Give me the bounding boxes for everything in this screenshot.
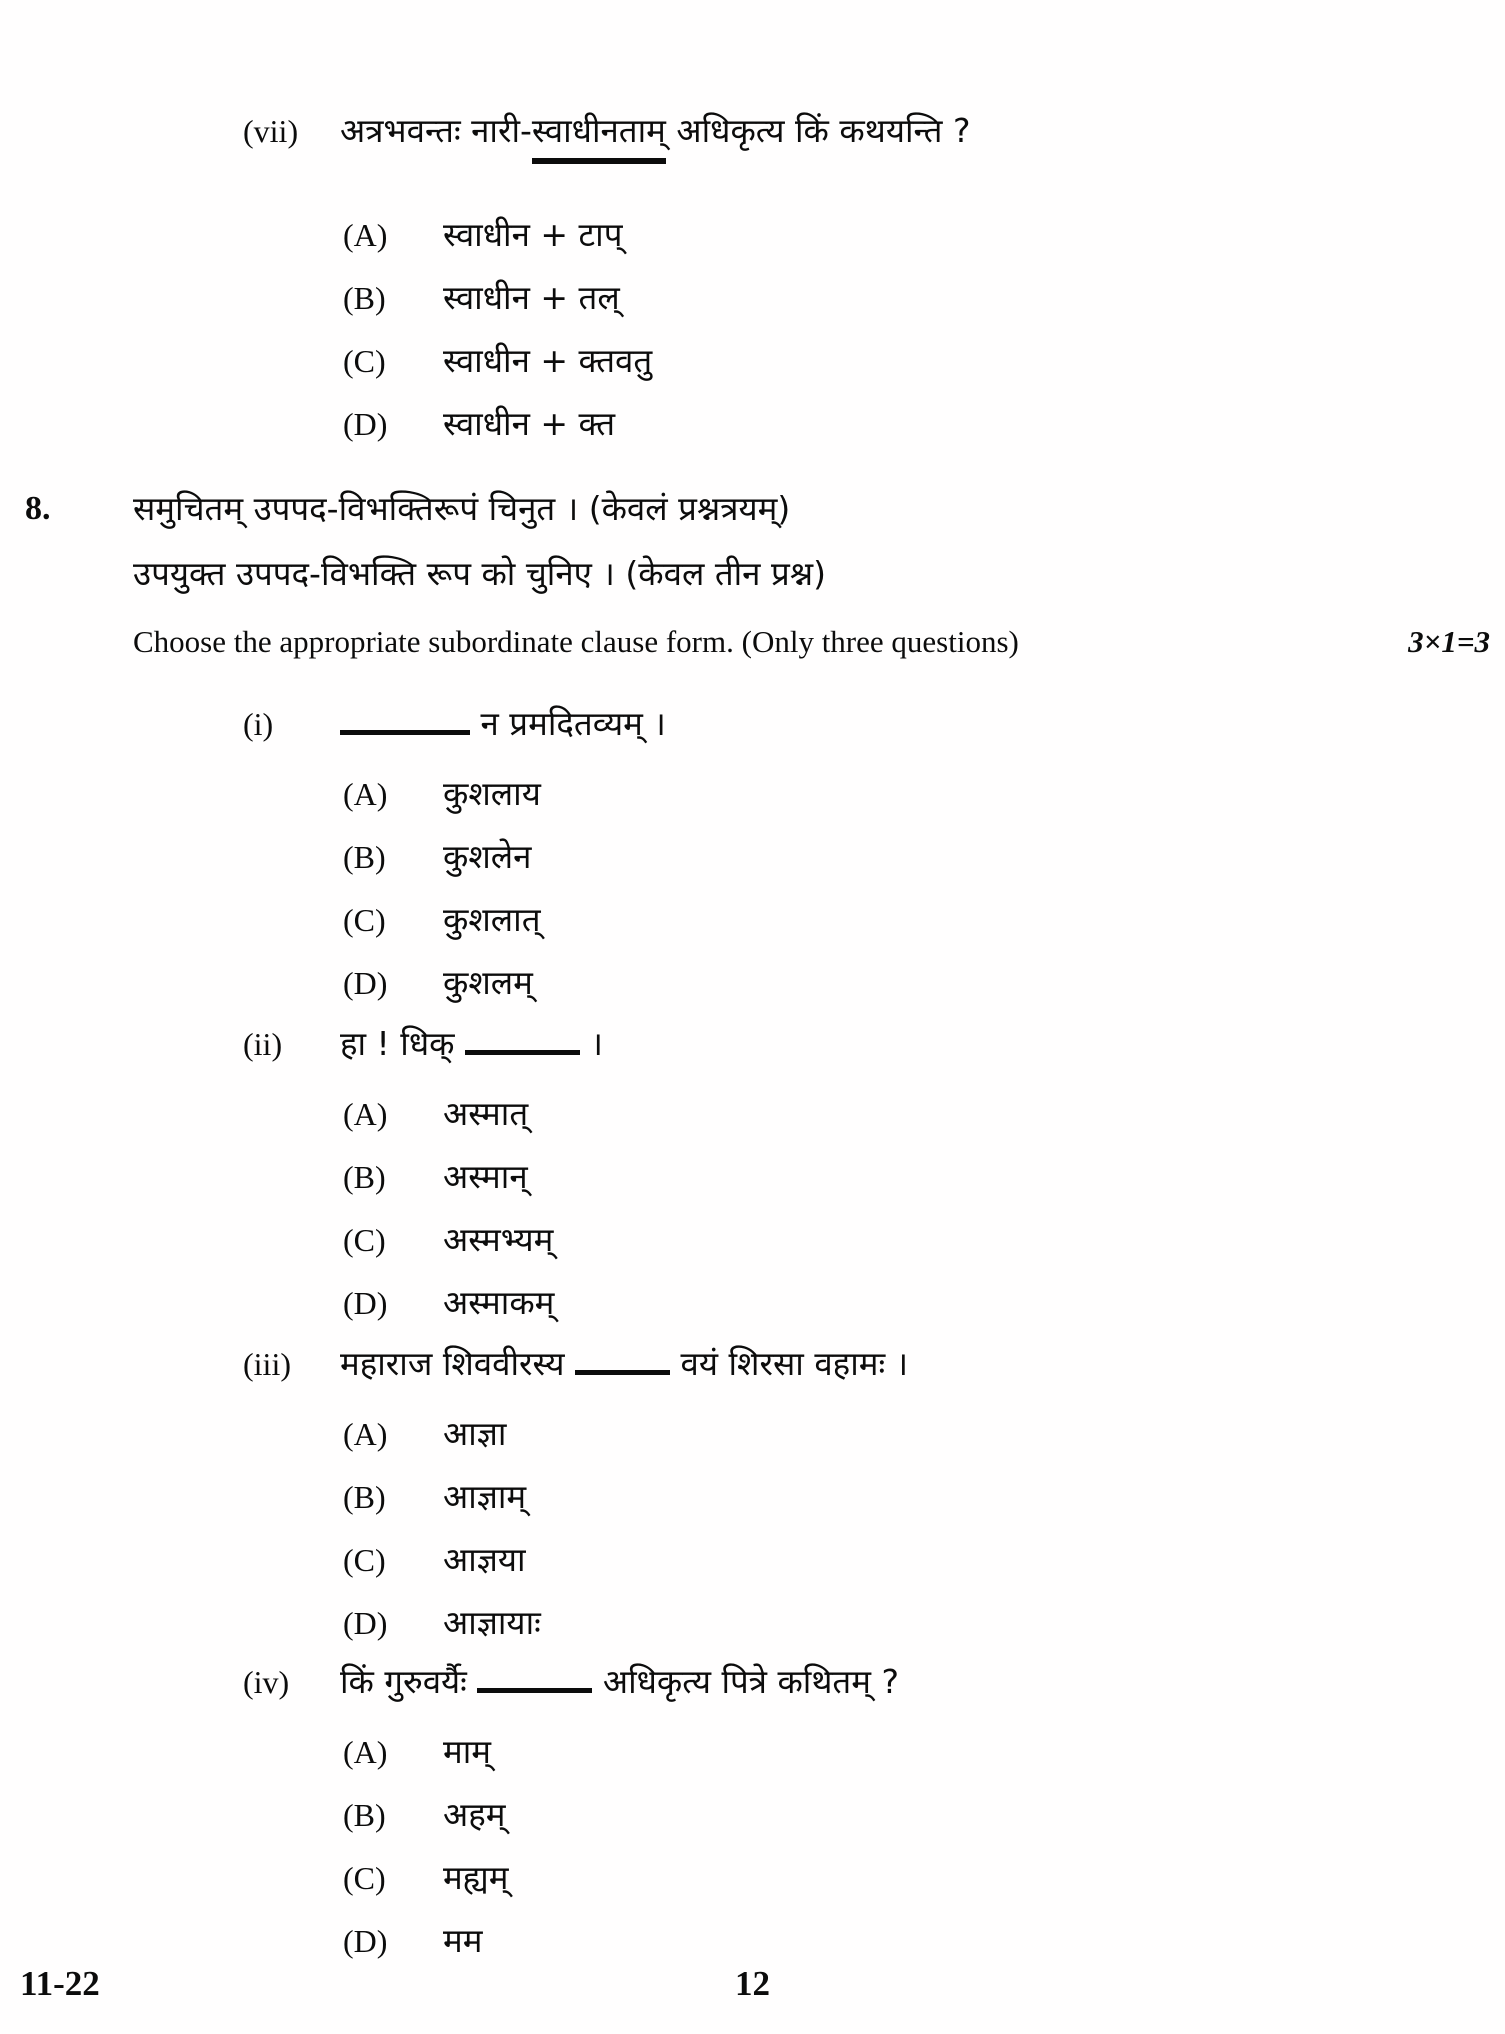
subquestion-iii [0,1340,1505,1647]
subquestion-iii-options [0,1410,1505,1647]
subquestion-iii-label: (iii) [243,1346,291,1382]
question-vii-stem-row [0,107,1505,164]
subquestion-iii-stem-row [0,1340,1505,1388]
option-text: स्वाधीन + तल् [443,278,620,317]
marks-value: 3×1=3 [1408,624,1490,659]
option-letter: (D) [343,1923,388,1959]
option-text: कुशलेन [443,837,532,876]
question-vii-options [0,211,1505,448]
option-text: स्वाधीन + क्त [443,404,616,443]
option-text: मम [443,1921,483,1960]
option-letter: (A) [343,1734,388,1770]
option-text: माम् [443,1732,492,1771]
subquestion-iv [0,1658,1505,1965]
option-row [0,337,1505,385]
option-row [0,1917,1505,1965]
option-letter: (C) [343,902,386,938]
option-row [0,1599,1505,1647]
option-text: कुशलम् [443,963,533,1002]
option-row [0,1410,1505,1458]
option-text: कुशलात् [443,900,541,939]
option-letter: (A) [343,776,388,812]
question-vii-stem [340,107,970,164]
stem-pre: किं गुरुवर्यैः [340,1662,467,1701]
subquestion-i-label: (i) [243,706,274,742]
stem-post: अधिकृत्य पित्रे कथितम् ? [602,1662,899,1701]
option-text: स्वाधीन + क्तवतु [443,341,653,380]
option-row [0,1216,1505,1264]
option-row [0,1854,1505,1902]
option-letter: (A) [343,217,388,253]
subquestion-iii-stem [340,1340,908,1388]
option-text: स्वाधीन + टाप् [443,215,623,254]
option-letter: (B) [343,280,386,316]
option-letter: (C) [343,1542,386,1578]
question-vii-label: (vii) [243,113,299,149]
option-row [0,1728,1505,1776]
option-letter: (B) [343,839,386,875]
option-row [0,896,1505,944]
subquestion-ii-options [0,1090,1505,1327]
option-row [0,1279,1505,1327]
subquestion-i-stem-row [0,700,1505,748]
option-text: अस्मभ्यम् [443,1220,554,1259]
option-text: आज्ञायाः [443,1603,541,1642]
option-letter: (B) [343,1159,386,1195]
question-8-instructions [133,485,1505,666]
footer-paper-code: 11-22 [20,1964,100,2003]
option-row [0,1473,1505,1521]
instruction-english: Choose the appropriate subordinate clause form. (Only three questions) [133,624,1019,659]
question-8-header-row [0,485,1505,666]
blank-line [340,705,470,735]
page-number: 12 [735,1964,770,2003]
option-text: अस्मान् [443,1157,528,1196]
option-letter: (D) [343,1605,388,1641]
option-text: अहम् [443,1795,506,1834]
subquestion-ii-stem [340,1020,603,1068]
blank-line [575,1345,670,1375]
stem-pre: महाराज शिववीरस्य [340,1344,565,1383]
subquestion-iv-label: (iv) [243,1664,290,1700]
subquestion-i-options [0,770,1505,1007]
stem-post: न प्रमदितव्यम् । [480,704,666,743]
option-letter: (C) [343,1222,386,1258]
option-text: आज्ञाम् [443,1477,527,1516]
option-letter: (C) [343,1860,386,1896]
subquestion-iv-stem-row [0,1658,1505,1706]
subquestion-ii [0,1020,1505,1327]
option-letter: (A) [343,1416,388,1452]
subquestion-i-stem [340,700,666,748]
blank-line [477,1663,592,1693]
option-letter: (D) [343,965,388,1001]
option-row [0,1090,1505,1138]
subquestion-iv-options [0,1728,1505,1965]
instruction-sanskrit: समुचितम् उपपद-विभक्तिरूपं चिनुत । (केवलं प्रश्नत्रयम्) [133,489,791,528]
option-row [0,211,1505,259]
option-text: अस्माकम् [443,1283,555,1322]
stem-underlined-word: स्वाधीनताम् [532,107,666,164]
question-vii [0,107,1505,448]
blank-line [465,1025,580,1055]
option-row [0,1153,1505,1201]
option-letter: (A) [343,1096,388,1132]
option-letter: (B) [343,1797,386,1833]
option-text: मह्यम् [443,1858,509,1897]
option-text: अस्मात् [443,1094,529,1133]
stem-post: । [590,1024,603,1063]
option-row [0,1791,1505,1839]
option-letter: (C) [343,343,386,379]
option-text: कुशलाय [443,774,541,813]
option-row [0,959,1505,1007]
stem-pre: अत्रभवन्तः नारी- [340,111,532,150]
option-letter: (B) [343,1479,386,1515]
instruction-english-row [133,618,1490,666]
subquestion-ii-label: (ii) [243,1026,283,1062]
question-8-number: 8. [25,490,51,527]
stem-post: अधिकृत्य किं कथयन्ति ? [676,111,971,150]
subquestion-ii-stem-row [0,1020,1505,1068]
instruction-hindi: उपयुक्त उपपद-विभक्ति रूप को चुनिए । (केवल तीन प्रश्न) [133,554,826,593]
option-text: आज्ञा [443,1414,507,1453]
option-row [0,274,1505,322]
option-row [0,770,1505,818]
subquestion-i [0,700,1505,1007]
subquestion-iv-stem [340,1658,899,1706]
option-letter: (D) [343,406,388,442]
option-text: आज्ञया [443,1540,526,1579]
option-row [0,833,1505,881]
stem-post: वयं शिरसा वहामः । [680,1344,909,1383]
option-letter: (D) [343,1285,388,1321]
stem-pre: हा ! धिक् [340,1024,455,1063]
option-row [0,400,1505,448]
option-row [0,1536,1505,1584]
question-8-header [0,485,1505,666]
